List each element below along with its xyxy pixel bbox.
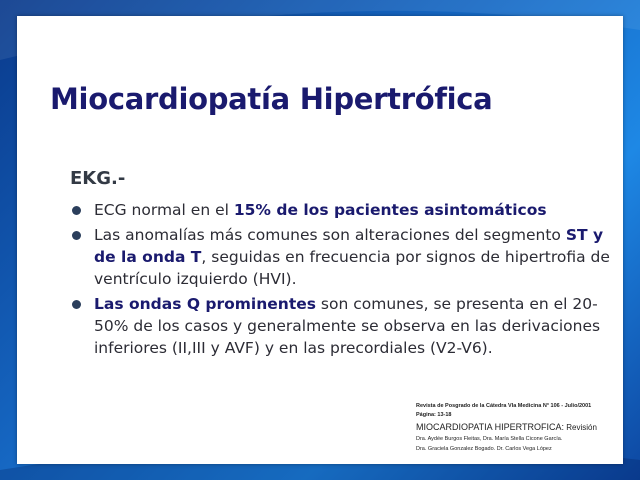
bullet-icon [72, 206, 81, 215]
bullet-icon [72, 231, 81, 240]
bullet-item [70, 293, 610, 359]
section-heading: EKG.- [70, 168, 126, 189]
reference-citation [416, 402, 616, 454]
reference-article-title: MIOCARDIOPATIA HIPERTROFICA: [416, 422, 565, 432]
reference-pages: Página: 13-18 [416, 412, 452, 418]
bullet-highlight: Las ondas Q prominentes [94, 295, 316, 313]
bullet-highlight: 15% de los pacientes asintomáticos [233, 201, 547, 219]
reference-article [416, 421, 616, 434]
bullet-text: ECG normal en el [94, 201, 234, 219]
reference-journal: Revista de Posgrado de la Cátedra VIa Medicina N° 106 - Julio/2001 [416, 403, 592, 409]
reference-authors-2: Dra. Graciela Gonzalez Bogado. Dr. Carlos Vega López [416, 446, 552, 452]
reference-article-type: Revisión [564, 423, 597, 432]
bullet-text: son comunes, se presenta en el 20-50% de los casos y generalmente se observa en las derivaciones inferiores (II,III y AVF) y en las precordiales (V2-V6). [94, 295, 601, 357]
reference-authors-1: Dra. Aydée Burgos Fleitas, Dra. María Stella Cicone García. [416, 436, 563, 442]
bullet-highlight: ST y de la onda T [94, 226, 604, 266]
slide-title: Miocardiopatía Hipertrófica [50, 82, 493, 116]
bullet-text: , seguidas en frecuencia por signos de hipertrofia de ventrículo izquierdo (HVI). [94, 248, 610, 288]
bullet-item [70, 199, 610, 221]
bullet-list [70, 199, 610, 362]
bullet-text: Las anomalías más comunes son alteraciones del segmento [94, 226, 566, 244]
bullet-item [70, 224, 610, 290]
bullet-icon [72, 300, 81, 309]
